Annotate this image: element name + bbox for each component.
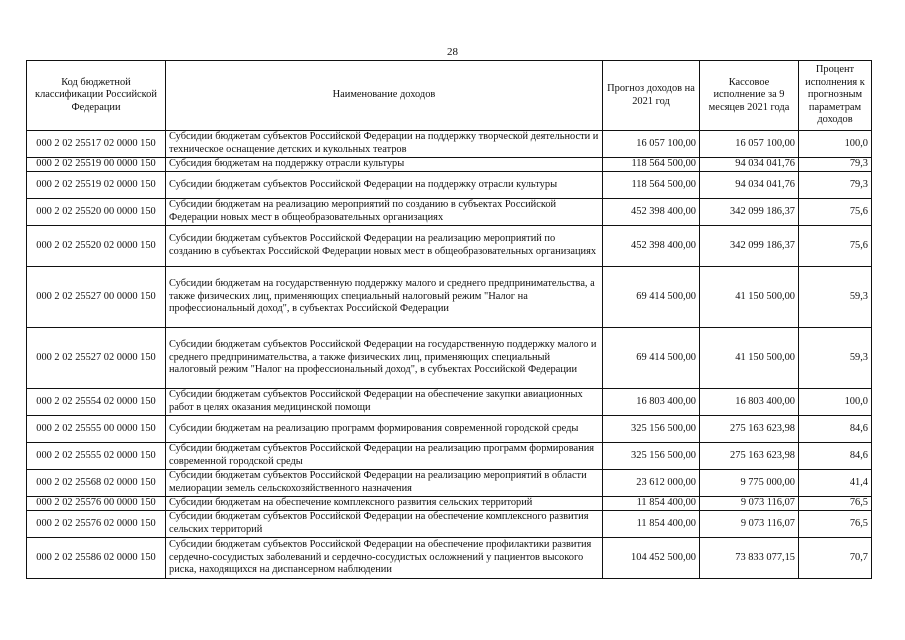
cell-forecast: 452 398 400,00 [603,199,700,226]
table-row [27,470,872,497]
cell-forecast: 23 612 000,00 [603,470,700,497]
cell-name: Субсидии бюджетам субъектов Российской Федерации на поддержку отрасли культуры [166,172,603,199]
cell-name: Субсидии бюджетам на государственную поддержку малого и среднего предпринимательства, а также физических лиц, применяющих специальный налоговый режим "Налог на профессиональный доход", в субъектах Российской Федерации [166,267,603,328]
cell-code: 000 2 02 25517 02 0000 150 [27,131,166,158]
cell-cash: 94 034 041,76 [700,172,799,199]
table-body [27,131,872,579]
table-row [27,511,872,538]
cell-name: Субсидии бюджетам на обеспечение комплексного развития сельских территорий [166,497,603,511]
revenue-table [26,60,872,579]
header-forecast: Прогноз доходов на 2021 год [603,61,700,131]
cell-forecast: 11 854 400,00 [603,497,700,511]
cell-forecast: 118 564 500,00 [603,158,700,172]
table-row [27,538,872,579]
header-code: Код бюджетной классификации Российской Федерации [27,61,166,131]
cell-percent: 100,0 [799,389,872,416]
cell-code: 000 2 02 25520 00 0000 150 [27,199,166,226]
cell-name: Субсидии бюджетам субъектов Российской Федерации на обеспечение комплексного развития сельских территорий [166,511,603,538]
table-row [27,158,872,172]
cell-code: 000 2 02 25527 00 0000 150 [27,267,166,328]
cell-forecast: 325 156 500,00 [603,416,700,443]
cell-cash: 94 034 041,76 [700,158,799,172]
cell-forecast: 118 564 500,00 [603,172,700,199]
cell-cash: 275 163 623,98 [700,416,799,443]
cell-percent: 84,6 [799,416,872,443]
cell-name: Субсидии бюджетам субъектов Российской Федерации на реализацию мероприятий по созданию в субъектах Российской Федерации новых мест в общеобразовательных организациях [166,226,603,267]
cell-code: 000 2 02 25527 02 0000 150 [27,328,166,389]
table-row [27,328,872,389]
cell-name: Субсидии бюджетам на реализацию программ формирования современной городской среды [166,416,603,443]
cell-cash: 9 775 000,00 [700,470,799,497]
table-row [27,416,872,443]
table-row [27,131,872,158]
cell-forecast: 452 398 400,00 [603,226,700,267]
cell-cash: 41 150 500,00 [700,328,799,389]
table-row [27,497,872,511]
cell-forecast: 11 854 400,00 [603,511,700,538]
cell-forecast: 16 057 100,00 [603,131,700,158]
cell-forecast: 104 452 500,00 [603,538,700,579]
header-name: Наименование доходов [166,61,603,131]
cell-cash: 73 833 077,15 [700,538,799,579]
cell-cash: 342 099 186,37 [700,226,799,267]
cell-percent: 79,3 [799,158,872,172]
cell-forecast: 69 414 500,00 [603,328,700,389]
header-percent: Процент исполнения к прогнозным параметрам доходов [799,61,872,131]
cell-name: Субсидии бюджетам субъектов Российской Федерации на обеспечение профилактики развития сердечно-сосудистых заболеваний и сердечно-сосудистых осложнений у пациентов высокого риска, находящихся на диспансерном наблюдении [166,538,603,579]
cell-code: 000 2 02 25555 00 0000 150 [27,416,166,443]
cell-code: 000 2 02 25576 00 0000 150 [27,497,166,511]
header-cash: Кассовое исполнение за 9 месяцев 2021 года [700,61,799,131]
cell-percent: 70,7 [799,538,872,579]
cell-code: 000 2 02 25520 02 0000 150 [27,226,166,267]
table-row [27,172,872,199]
page-number: 28 [447,46,458,58]
table-row [27,199,872,226]
cell-name: Субсидии бюджетам субъектов Российской Федерации на реализацию программ формирования современной городской среды [166,443,603,470]
cell-cash: 16 057 100,00 [700,131,799,158]
cell-percent: 75,6 [799,226,872,267]
cell-cash: 9 073 116,07 [700,511,799,538]
cell-cash: 16 803 400,00 [700,389,799,416]
cell-cash: 9 073 116,07 [700,497,799,511]
cell-code: 000 2 02 25555 02 0000 150 [27,443,166,470]
cell-percent: 79,3 [799,172,872,199]
cell-forecast: 325 156 500,00 [603,443,700,470]
cell-percent: 76,5 [799,511,872,538]
cell-name: Субсидии бюджетам субъектов Российской Федерации на обеспечение закупки авиационных работ в целях оказания медицинской помощи [166,389,603,416]
cell-percent: 75,6 [799,199,872,226]
cell-name: Субсидии бюджетам субъектов Российской Федерации на реализацию мероприятий в области мелиорации земель сельскохозяйственного назначения [166,470,603,497]
cell-cash: 342 099 186,37 [700,199,799,226]
table-row [27,267,872,328]
cell-percent: 76,5 [799,497,872,511]
cell-code: 000 2 02 25576 02 0000 150 [27,511,166,538]
cell-percent: 84,6 [799,443,872,470]
cell-percent: 100,0 [799,131,872,158]
table-header-row [27,61,872,131]
table-row [27,389,872,416]
cell-code: 000 2 02 25519 00 0000 150 [27,158,166,172]
cell-forecast: 16 803 400,00 [603,389,700,416]
cell-code: 000 2 02 25519 02 0000 150 [27,172,166,199]
cell-percent: 41,4 [799,470,872,497]
cell-name: Субсидия бюджетам на поддержку отрасли культуры [166,158,603,172]
cell-name: Субсидии бюджетам субъектов Российской Федерации на поддержку творческой деятельности и техническое оснащение детских и кукольных театров [166,131,603,158]
cell-code: 000 2 02 25554 02 0000 150 [27,389,166,416]
cell-percent: 59,3 [799,328,872,389]
cell-code: 000 2 02 25568 02 0000 150 [27,470,166,497]
cell-cash: 275 163 623,98 [700,443,799,470]
cell-code: 000 2 02 25586 02 0000 150 [27,538,166,579]
cell-forecast: 69 414 500,00 [603,267,700,328]
table-row [27,226,872,267]
cell-name: Субсидии бюджетам субъектов Российской Федерации на государственную поддержку малого и среднего предпринимательства, а также физических лиц, применяющих специальный налоговый режим "Налог на профессиональный доход", в субъектах Российской Федерации [166,328,603,389]
cell-percent: 59,3 [799,267,872,328]
table-row [27,443,872,470]
cell-cash: 41 150 500,00 [700,267,799,328]
cell-name: Субсидии бюджетам на реализацию мероприятий по созданию в субъектах Российской Федерации новых мест в общеобразовательных организациях [166,199,603,226]
